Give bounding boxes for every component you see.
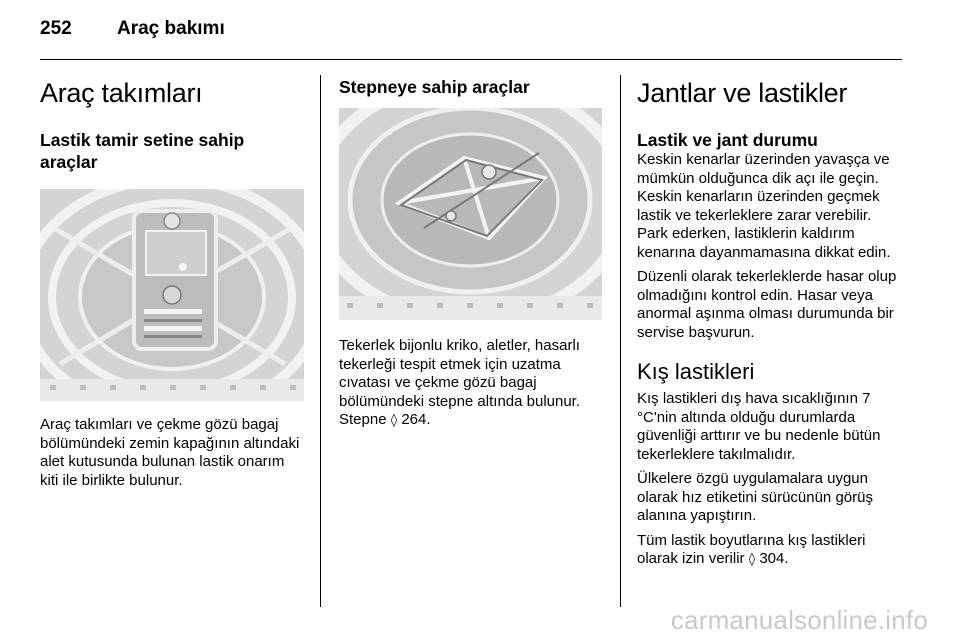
paragraph-lastik-boyutlari-text: Tüm lastik boyutlarına kış lastikleri olarak izin verilir bbox=[637, 531, 866, 567]
page-reference-link[interactable]: 264. bbox=[401, 411, 431, 428]
caption-spare-wheel bbox=[339, 337, 603, 431]
page-number: 252 bbox=[40, 18, 72, 39]
paragraph-keskin-kenarlar: Keskin kenarlar üzerinden yavaşça ve mümkün olduğunca dik açı ile geçin. Keskin kenarların üzerinden geçmek lastik ve tekerleklere zarar verebilir. Park ederken, lastiklerin kaldırım kenarına dayanmamasına dikkat edin. bbox=[637, 151, 891, 261]
paragraph-lastik-boyutlari bbox=[637, 532, 905, 570]
subheading-stepne: Stepneye sahip araçlar bbox=[339, 77, 530, 97]
column-1 bbox=[40, 70, 304, 490]
column-divider-2 bbox=[620, 75, 621, 607]
paragraph-duzenli-kontrol: Düzenli olarak tekerleklerde hasar olup olmadığını kontrol edin. Hasar veya anormal aşınma olması durumunda bir servise başvurun. bbox=[637, 268, 897, 341]
caption-tool-kit: Araç takımları ve çekme gözü bagaj bölümündeki zemin kapağının altındaki alet kutusunda bulunan lastik onarım kiti ile birlikte bulunur. bbox=[40, 416, 300, 489]
figure-spare-wheel-jack bbox=[339, 108, 602, 320]
header-rule bbox=[40, 59, 902, 60]
section-heading-arac-takimlari: Araç takımları bbox=[40, 78, 203, 108]
watermark: carmanualsonline.info bbox=[670, 605, 928, 635]
page-reference-link[interactable]: 304. bbox=[759, 550, 789, 567]
section-heading-jantlar: Jantlar ve lastikler bbox=[637, 78, 848, 108]
paragraph-hiz-etiketi: Ülkelere özgü uygulamalara uygun olarak hız etiketini sürücünün görüş alanına yapıştırın. bbox=[637, 470, 873, 524]
figure-tool-kit-under-floor bbox=[40, 189, 304, 401]
subheading-kis-lastikleri: Kış lastikleri bbox=[637, 359, 755, 384]
page-reference-arrow-icon: ◊ bbox=[748, 552, 756, 567]
column-2 bbox=[339, 70, 603, 431]
page-reference-arrow-icon: ◊ bbox=[390, 413, 398, 428]
column-3 bbox=[637, 70, 905, 570]
subheading-lastik-jant-durumu: Lastik ve jant durumu bbox=[637, 130, 818, 150]
subheading-lastik-tamir: Lastik tamir setine sahip araçlar bbox=[40, 130, 245, 172]
paragraph-kis-lastikleri: Kış lastikleri dış hava sıcaklığının 7 °C'nin altında olduğu durumlarda güvenliği arttırır ve bu nedenle bütün tekerleklere takılmalıdır. bbox=[637, 390, 881, 463]
caption-spare-wheel-text: Tekerlek bijonlu kriko, aletler, hasarlı tekerleği tespit etmek için uzatma cıvatası ve çekme gözü bagaj bölümündeki stepne altında bulunur. Stepne bbox=[339, 337, 581, 428]
column-divider-1 bbox=[320, 75, 321, 607]
running-header: Araç bakımı bbox=[117, 18, 225, 39]
